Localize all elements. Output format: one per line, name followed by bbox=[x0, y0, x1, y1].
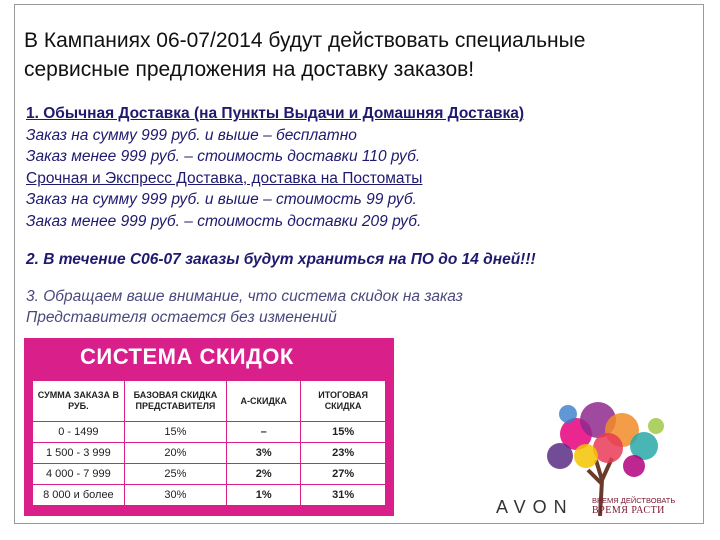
section3-line1: 3. Обращаем ваше внимание, что система скидок на заказ bbox=[26, 287, 463, 305]
section1-line4: Заказ менее 999 руб. – стоимость доставки 209 руб. bbox=[26, 212, 422, 230]
section1-line3: Заказ на сумму 999 руб. и выше – стоимость 99 руб. bbox=[26, 191, 417, 208]
table-cell: 15% bbox=[301, 422, 386, 443]
table-cell: – bbox=[227, 422, 301, 443]
table-cell: 23% bbox=[301, 443, 386, 464]
table-row bbox=[33, 422, 386, 443]
section1-line1: Заказ на сумму 999 руб. и выше – бесплатно bbox=[26, 126, 357, 144]
section2-text: 2. В течение С06-07 заказы будут храниться на ПО до 14 дней!!! bbox=[26, 251, 536, 268]
table-cell: 3% bbox=[227, 443, 301, 464]
body-text bbox=[26, 103, 686, 329]
headline: В Кампаниях 06-07/2014 будут действовать специальные сервисные предложения на доставку заказов! bbox=[24, 29, 586, 81]
table-cell: 20% bbox=[124, 443, 226, 464]
discount-table bbox=[32, 380, 386, 506]
slogan bbox=[592, 496, 700, 516]
table-cell: 31% bbox=[301, 485, 386, 506]
section1-heading2: Срочная и Экспресс Доставка, доставка на Постоматы bbox=[26, 169, 423, 187]
table-cell: 0 - 1499 bbox=[33, 422, 125, 443]
table-cell: 27% bbox=[301, 464, 386, 485]
table-cell: 1 500 - 3 999 bbox=[33, 443, 125, 464]
table-cell: 2% bbox=[227, 464, 301, 485]
table-cell: 4 000 - 7 999 bbox=[33, 464, 125, 485]
slogan-big: ВРЕМЯ РАСТИ bbox=[592, 505, 665, 516]
slogan-small: ВРЕМЯ ДЕЙСТВОВАТЬ bbox=[592, 496, 676, 505]
table-cell: 1% bbox=[227, 485, 301, 506]
section1-heading: 1. Обычная Доставка (на Пункты Выдачи и Домашняя Доставка) bbox=[26, 105, 525, 122]
discount-panel-title: СИСТЕМА СКИДОК bbox=[80, 344, 294, 369]
column-header: БАЗОВАЯ СКИДКА ПРЕДСТАВИТЕЛЯ bbox=[124, 381, 226, 422]
column-header: A-СКИДКА bbox=[227, 381, 301, 422]
table-cell: 25% bbox=[124, 464, 226, 485]
section3-line2: Представителя остается без изменений bbox=[26, 309, 337, 326]
table-cell: 8 000 и более bbox=[33, 485, 125, 506]
table-header-row bbox=[33, 381, 386, 422]
column-header: СУММА ЗАКАЗА В РУБ. bbox=[33, 381, 125, 422]
section1-line2: Заказ менее 999 руб. – стоимость доставки 110 руб. bbox=[26, 148, 421, 165]
avon-logo: AVON bbox=[496, 497, 574, 517]
table-row bbox=[33, 464, 386, 485]
column-header: ИТОГОВАЯ СКИДКА bbox=[301, 381, 386, 422]
table-cell: 30% bbox=[124, 485, 226, 506]
discount-system-panel bbox=[24, 338, 394, 516]
table-cell: 15% bbox=[124, 422, 226, 443]
table-row bbox=[33, 443, 386, 464]
table-row bbox=[33, 485, 386, 506]
